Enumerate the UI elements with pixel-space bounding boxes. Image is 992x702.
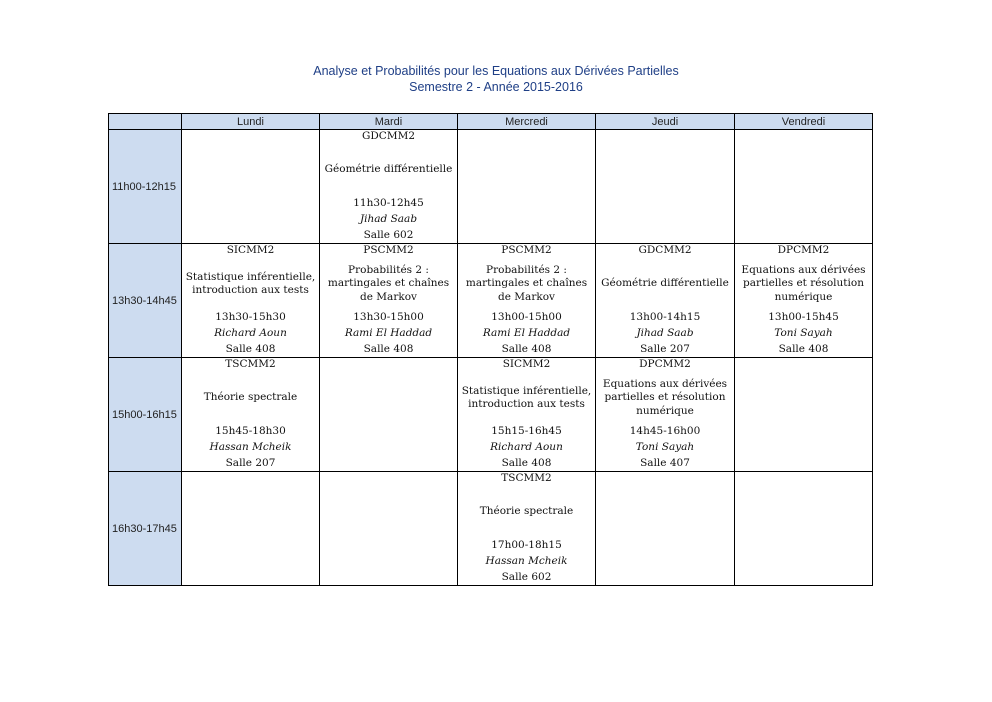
course-code: GDCMM2 (638, 244, 692, 256)
header-day: Mardi (320, 114, 458, 130)
course-code: GDCMM2 (361, 130, 416, 142)
course-cell (596, 358, 735, 472)
course-entry (320, 244, 457, 357)
page-title: Analyse et Probabilités pour les Equations aux Dérivées Partielles (313, 64, 679, 78)
course-cell (735, 244, 873, 358)
course-room: Salle 207 (225, 457, 276, 469)
course-hours: 13h30-15h00 (353, 311, 424, 323)
course-room: Salle 408 (778, 343, 829, 355)
empty-cell (320, 358, 458, 472)
course-cell (182, 358, 320, 472)
time-slot-label: 16h30-17h45 (109, 472, 182, 586)
course-cell (320, 130, 458, 244)
empty-cell (735, 358, 873, 472)
empty-cell (182, 472, 320, 586)
course-name: Géométrie différentielle (601, 277, 729, 290)
course-cell (182, 244, 320, 358)
empty-cell (182, 130, 320, 244)
course-code: SICMM2 (502, 358, 551, 370)
empty-cell (735, 130, 873, 244)
course-room: Salle 408 (225, 343, 276, 355)
course-hours: 13h00-15h00 (491, 311, 562, 323)
course-cell (320, 244, 458, 358)
course-room: Salle 207 (640, 343, 690, 355)
course-entry (182, 244, 319, 357)
course-teacher: Jihad Saab (359, 213, 418, 225)
course-code: DPCMM2 (777, 244, 830, 256)
time-slot-row (109, 130, 873, 244)
course-room: Salle 602 (363, 229, 414, 241)
time-slot-row (109, 472, 873, 586)
course-room: Salle 408 (501, 457, 552, 469)
header-day: Lundi (182, 114, 320, 130)
course-name: Probabilités 2 : martingales et chaînes de Markov (465, 263, 588, 303)
course-room: Salle 408 (501, 343, 552, 355)
course-teacher: Hassan Mcheik (485, 555, 568, 567)
empty-cell (735, 472, 873, 586)
course-teacher: Richard Aoun (490, 441, 563, 453)
course-entry (182, 358, 319, 471)
course-code: TSCMM2 (501, 472, 552, 484)
course-name: Equations aux dérivées partielles et résolution numérique (741, 263, 866, 303)
empty-cell (596, 130, 735, 244)
course-cell (458, 244, 596, 358)
page-subtitle: Semestre 2 - Année 2015-2016 (409, 80, 583, 94)
time-slot-row (109, 244, 873, 358)
time-slot-row (109, 358, 873, 472)
course-cell (458, 472, 596, 586)
course-entry (458, 472, 595, 585)
time-slot-label: 13h30-14h45 (109, 244, 182, 358)
course-hours: 13h00-15h45 (768, 311, 839, 323)
header-row (109, 114, 873, 130)
empty-cell (458, 130, 596, 244)
course-teacher: Toni Sayah (635, 441, 695, 453)
course-name: Probabilités 2 : martingales et chaînes de Markov (327, 263, 450, 303)
course-entry (320, 130, 457, 243)
course-code: PSCMM2 (501, 244, 552, 256)
header-day: Mercredi (458, 114, 596, 130)
course-entry (735, 244, 872, 357)
course-hours: 11h30-12h45 (353, 197, 424, 209)
course-entry (458, 358, 595, 471)
course-code: PSCMM2 (363, 244, 414, 256)
course-code: SICMM2 (226, 244, 275, 256)
empty-cell (596, 472, 735, 586)
course-entry (596, 358, 734, 471)
course-name: Statistique inférentielle, introduction aux tests (461, 384, 592, 410)
course-teacher: Rami El Haddad (344, 327, 433, 339)
course-hours: 17h00-18h15 (491, 539, 562, 551)
course-hours: 13h00-14h15 (629, 311, 701, 323)
course-name: Géométrie différentielle (324, 163, 453, 176)
course-room: Salle 408 (363, 343, 414, 355)
course-hours: 15h45-18h30 (215, 425, 286, 437)
course-hours: 13h30-15h30 (215, 311, 286, 323)
course-teacher: Jihad Saab (636, 327, 694, 339)
course-name: Equations aux dérivées partielles et résolution numérique (602, 377, 728, 417)
schedule-table (108, 113, 873, 586)
course-hours: 15h15-16h45 (491, 425, 562, 437)
course-teacher: Richard Aoun (214, 327, 287, 339)
course-cell (458, 358, 596, 472)
course-room: Salle 407 (640, 457, 690, 469)
time-slot-label: 15h00-16h15 (109, 358, 182, 472)
course-teacher: Rami El Haddad (482, 327, 571, 339)
course-entry (596, 244, 734, 357)
course-cell (596, 244, 735, 358)
course-hours: 14h45-16h00 (629, 425, 701, 437)
course-teacher: Toni Sayah (774, 327, 833, 339)
course-name: Théorie spectrale (203, 391, 298, 404)
course-code: TSCMM2 (225, 358, 276, 370)
course-room: Salle 602 (501, 571, 552, 583)
header-corner (109, 114, 182, 130)
header-day: Jeudi (596, 114, 735, 130)
course-entry (458, 244, 595, 357)
header-day: Vendredi (735, 114, 873, 130)
course-name: Statistique inférentielle, introduction aux tests (185, 270, 316, 296)
course-teacher: Hassan Mcheik (209, 441, 292, 453)
empty-cell (320, 472, 458, 586)
time-slot-label: 11h00-12h15 (109, 130, 182, 244)
course-code: DPCMM2 (639, 358, 691, 370)
course-name: Théorie spectrale (479, 505, 574, 518)
